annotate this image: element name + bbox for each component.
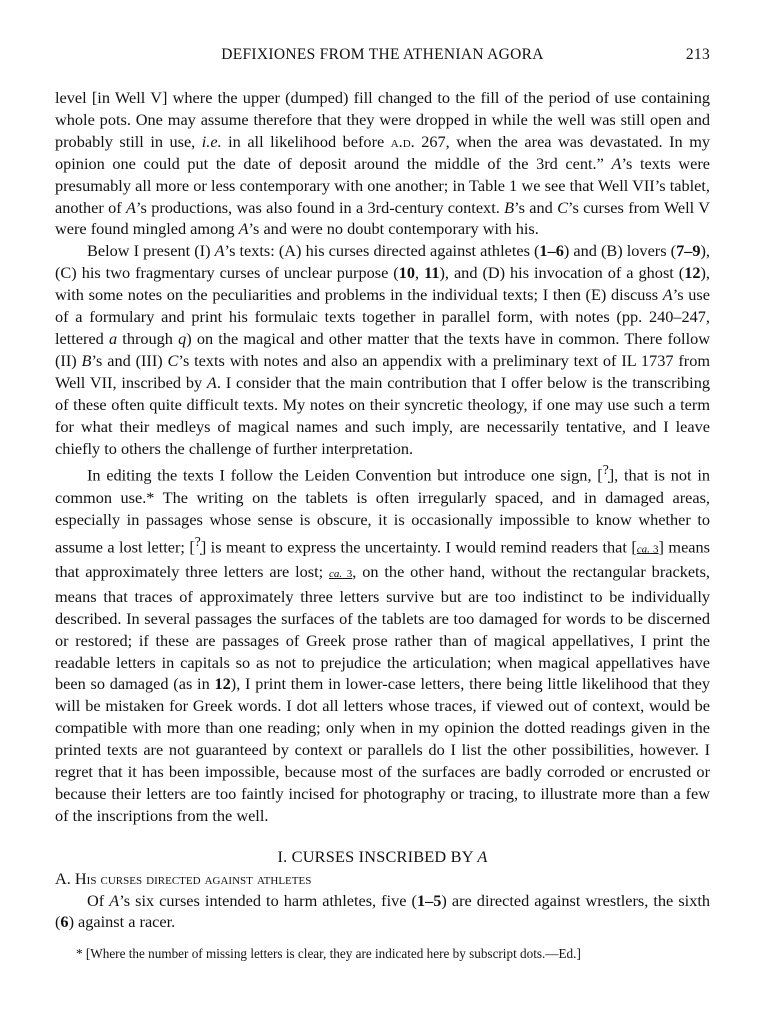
body-text: [55, 87, 710, 933]
paragraph-3: In editing the texts I follow the Leiden Convention but introduce one sign, [?̣], that is not in common use.* The writing on the tablets is often irregularly spaced, and in damaged areas, especially in passages whose sense is obscure, it is occasionally impossible to know whether to assume a lost letter; [?̣] is meant to express the uncertainty. I would remind readers that [ca. 3] means that approximately three letters are lost; ca. 3, on the other hand, without the rectangular brackets, means that traces of approximately three letters survive but are too indistinct to be individually described. In several passages the surfaces of the tablets are too damaged for words to be discerned or restored; if these are passages of Greek prose rather than of magical appellatives, I print the readable letters in capitals so as not to prejudice the articulation; when magical appellatives have been so damaged (as in 12), I print them in lower-case letters, there being little likelihood that they will be mistaken for Greek words. I dot all letters whose traces, if viewed out of context, would be compatible with more than one reading; only when in my opinion the dotted readings given in the printed texts are not guaranteed by context or parallels do I list the other possibilities, however. I regret that it has been impossible, because most of the surfaces are badly corroded or encrusted or because their letters are too faintly incised for photography or tracing, to illustrate more than a few of the inscriptions from the well.: [55, 462, 710, 825]
section-heading: I. CURSES INSCRIBED BY A: [277, 846, 488, 866]
paragraph-1: level [in Well V] where the upper (dumped) fill changed to the fill of the period of use containing whole pots. One may assume therefore that they were dropped in while the well was still open and probably still in use, i.e. in all likelihood before a.d. 267, when the area was devastated. In my opinion one could put the date of deposit around the middle of the 3rd cent.” A’s texts were presumably all more or less contemporary with one another; in Table 1 we see that Well VII’s tablet, another of A’s productions, was also found in a 3rd-century context. B’s and C’s curses from Well V were found mingled among A’s and were no doubt contemporary with his.: [55, 88, 711, 239]
sub-heading: A. His curses directed against athletes: [55, 868, 312, 888]
page-number: 213: [685, 46, 710, 63]
paragraph-2: Below I present (I) A’s texts: (A) his curses directed against athletes (1–6) and (B) lovers (7–9), (C) his two fragmentary curses of unclear purpose (10, 11), and (D) his invocation of a ghost (12), with some notes on the peculiarities and problems in the individual texts; I then (E) discuss A’s use of a formulary and print his formulaic texts together in parallel form, with notes (pp. 240–247, lettered a through q) on the magical and other matter that the texts have in common. There follow (II) B’s and (III) C’s texts with notes and also an appendix with a preliminary text of IL 1737 from Well VII, inscribed by A. I consider that the main contribution that I offer below is the transcribing of these often quite difficult texts. My notes on their syncretic theology, if one may use such a term for what their medleys of magical names and such imply, are necessarily tentative, and I leave chiefly to others the challenge of further interpretation.: [55, 241, 710, 458]
closing-paragraph: Of A’s six curses intended to harm athletes, five (1–5) are directed against wrestlers, the sixth (6) against a racer.: [55, 890, 711, 932]
footnote: * [Where the number of missing letters is clear, they are indicated here by subscript dots.—Ed.]: [76, 946, 581, 961]
running-title: DEFIXIONES FROM THE ATHENIAN AGORA: [221, 46, 544, 63]
running-head: [55, 46, 710, 68]
